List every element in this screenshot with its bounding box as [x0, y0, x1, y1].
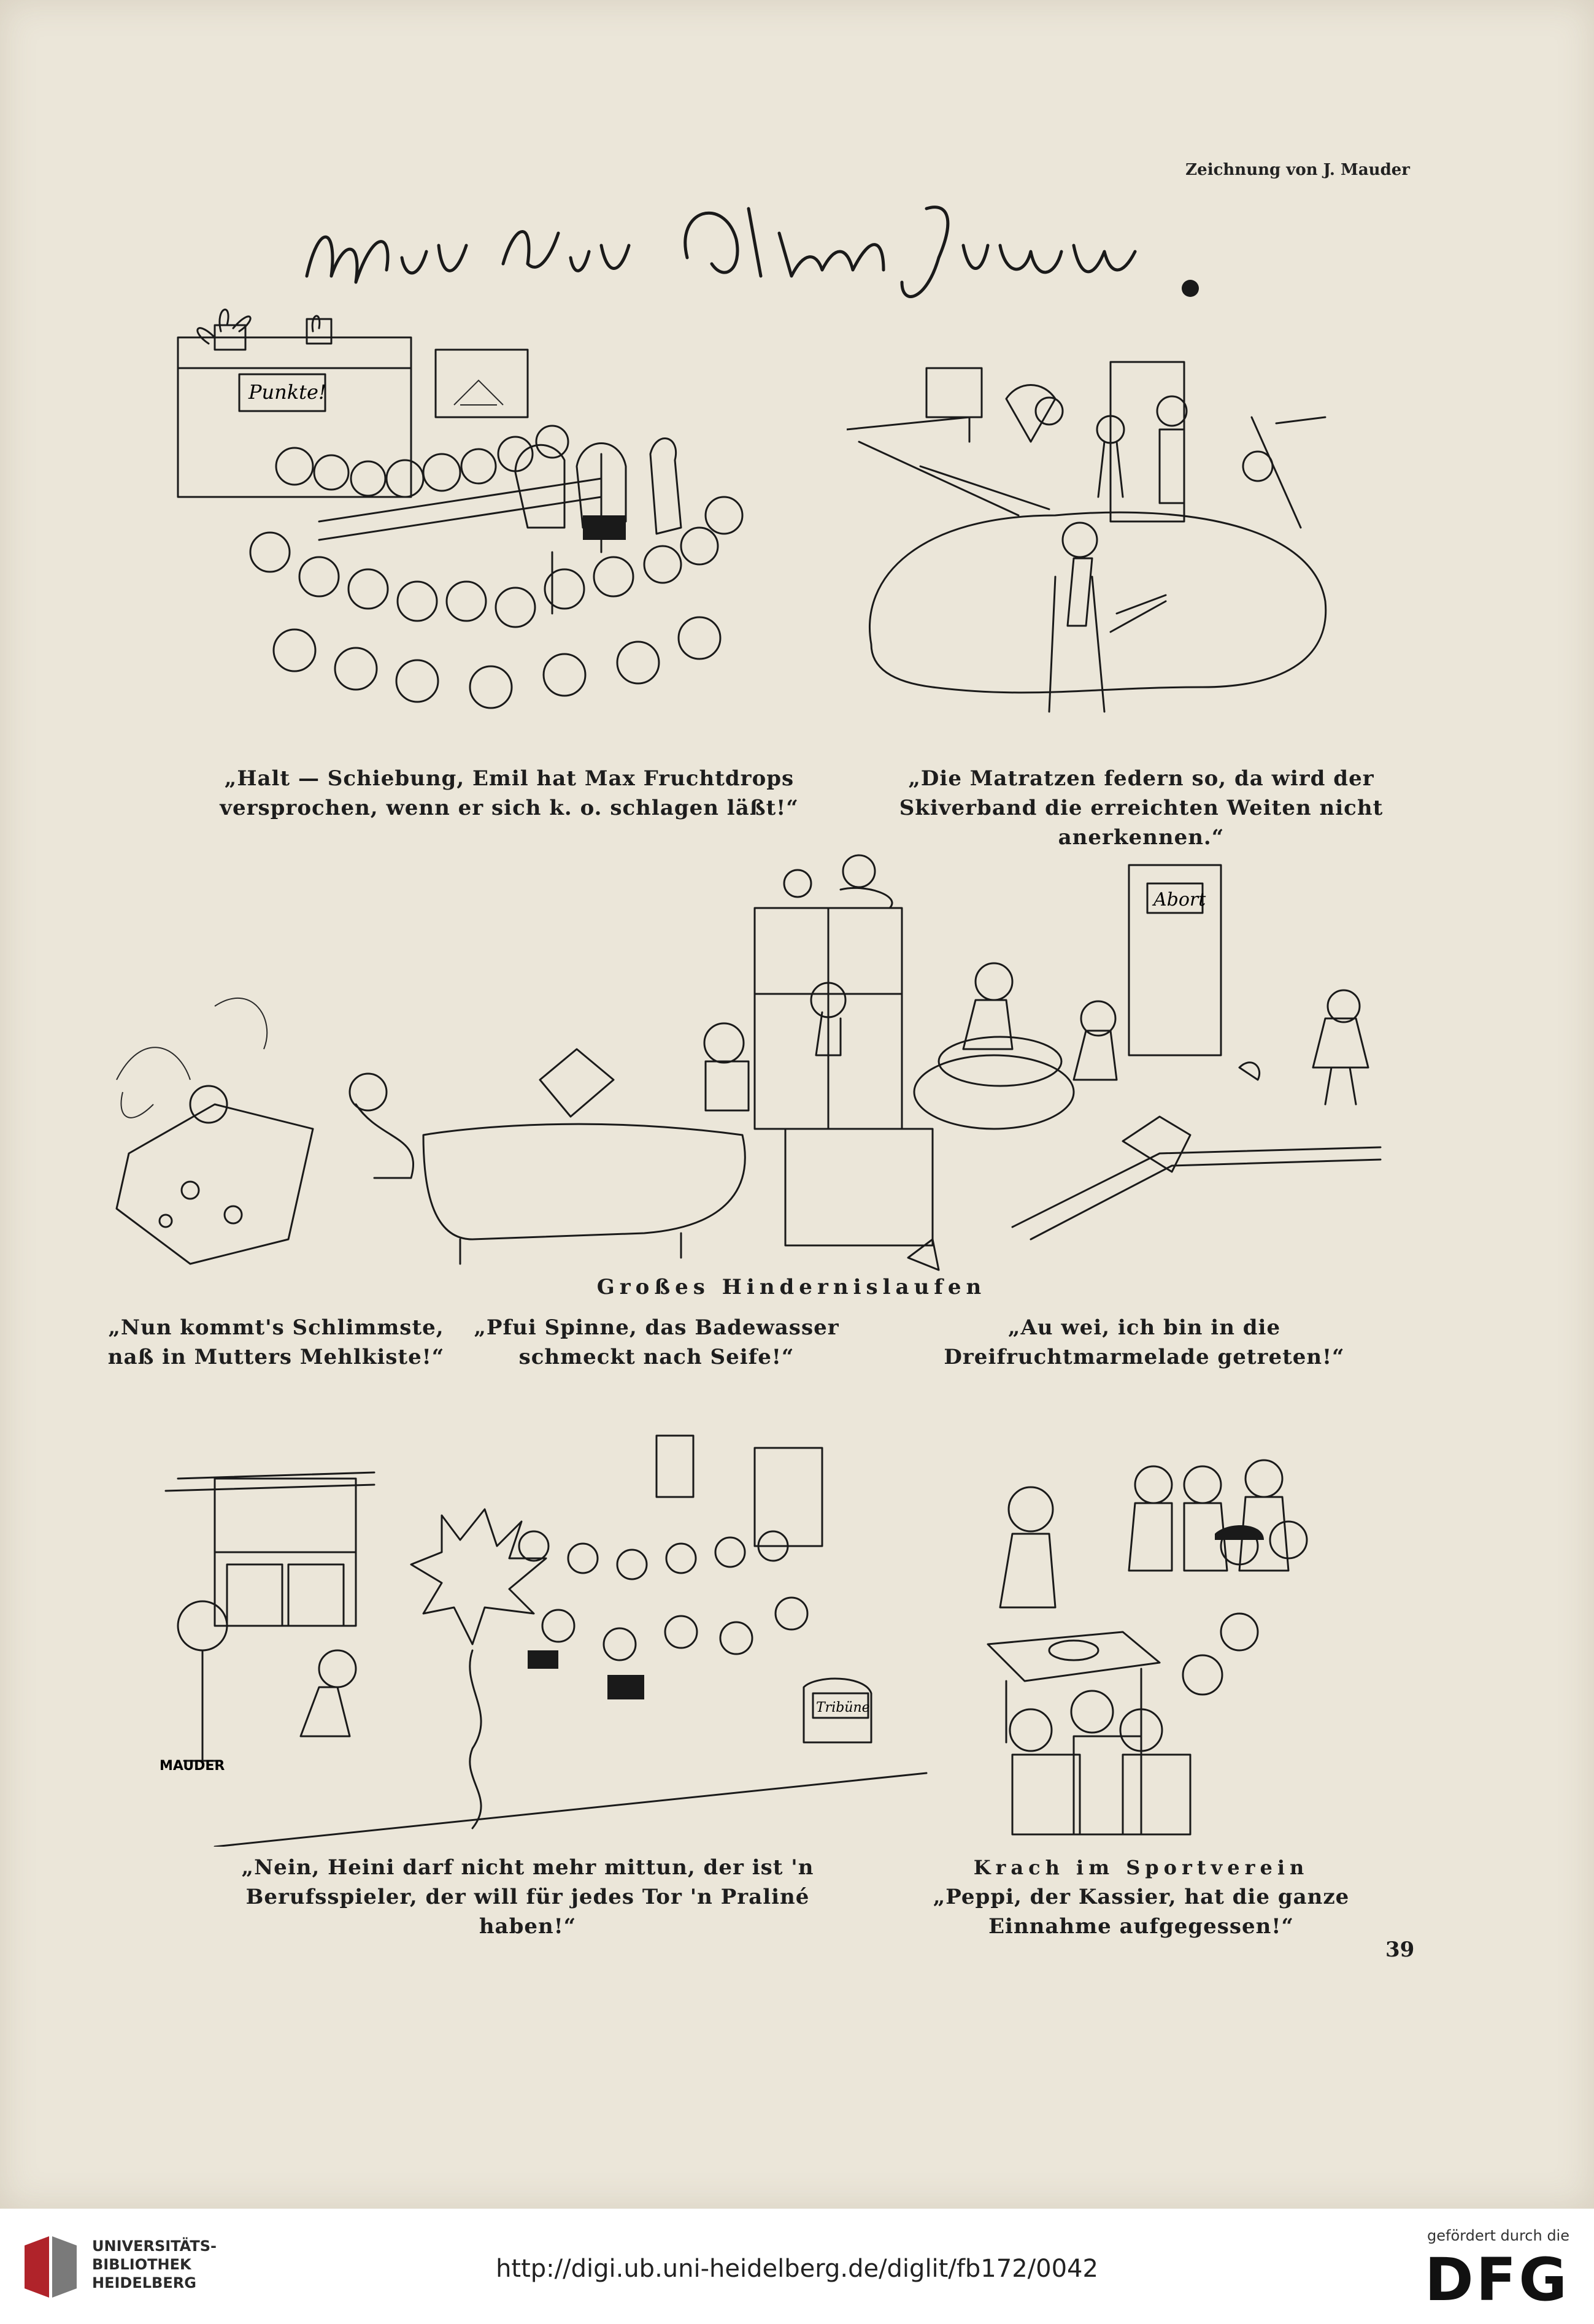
section-title-obstacle-race: Großes Hindernislaufen — [596, 1275, 987, 1299]
svg-text:MAUDER: MAUDER — [160, 1758, 225, 1774]
caption-ski-jump: „Die Matratzen federn so, da wird der Skiverband die erreichten Weiten nicht anerkennen.“ — [899, 766, 1384, 850]
caption-flour-box: „Nun kommt's Schlimmste, naß in Mutters Mehlkiste!“ — [107, 1315, 445, 1369]
dfg-logo: DFG — [1424, 2245, 1569, 2314]
ski-jump-illustration — [847, 344, 1338, 761]
obstacle-race-illustration — [92, 847, 1399, 1282]
source-url-link[interactable]: http://digi.ub.uni-heidelberg.de/diglit/fb172/0042 — [496, 2255, 1098, 2283]
library-name: UNIVERSITÄTS- BIBLIOTHEK HEIDELBERG — [92, 2237, 217, 2291]
svg-text:Tribüne: Tribüne — [816, 1700, 870, 1715]
illustrator-credit: Zeichnung von J. Mauder — [1185, 161, 1410, 179]
section-title-sports-club: Krach im Sportverein — [973, 1856, 1309, 1879]
svg-text:Punkte!: Punkte! — [248, 380, 326, 404]
caption-professional-player: „Nein, Heini darf nicht mehr mittun, der ist 'n Berufsspieler, der will für jedes Tor 'n Praliné haben!“ — [241, 1855, 814, 1939]
caption-cashier: „Peppi, der Kassier, hat die ganze Einnahme aufgegessen!“ — [933, 1885, 1350, 1939]
sports-club-illustration — [920, 1448, 1344, 1841]
boxing-illustration — [172, 294, 871, 761]
svg-text:Abort: Abort — [1153, 889, 1206, 910]
funding-label: gefördert durch die — [1427, 2227, 1569, 2244]
page-number: 39 — [1385, 1937, 1415, 1962]
digitization-footer — [0, 2209, 1594, 2324]
caption-boxing: „Halt — Schiebung, Emil hat Max Fruchtdrops versprochen, wenn er sich k. o. schlagen läßt!“ — [220, 766, 799, 820]
caption-marmalade: „Au wei, ich bin in die Dreifruchtmarmelade getreten!“ — [944, 1315, 1345, 1369]
football-illustration — [153, 1429, 933, 1847]
caption-bathwater: „Pfui Spinne, das Badewasser schmeckt nach Seife!“ — [474, 1315, 839, 1369]
